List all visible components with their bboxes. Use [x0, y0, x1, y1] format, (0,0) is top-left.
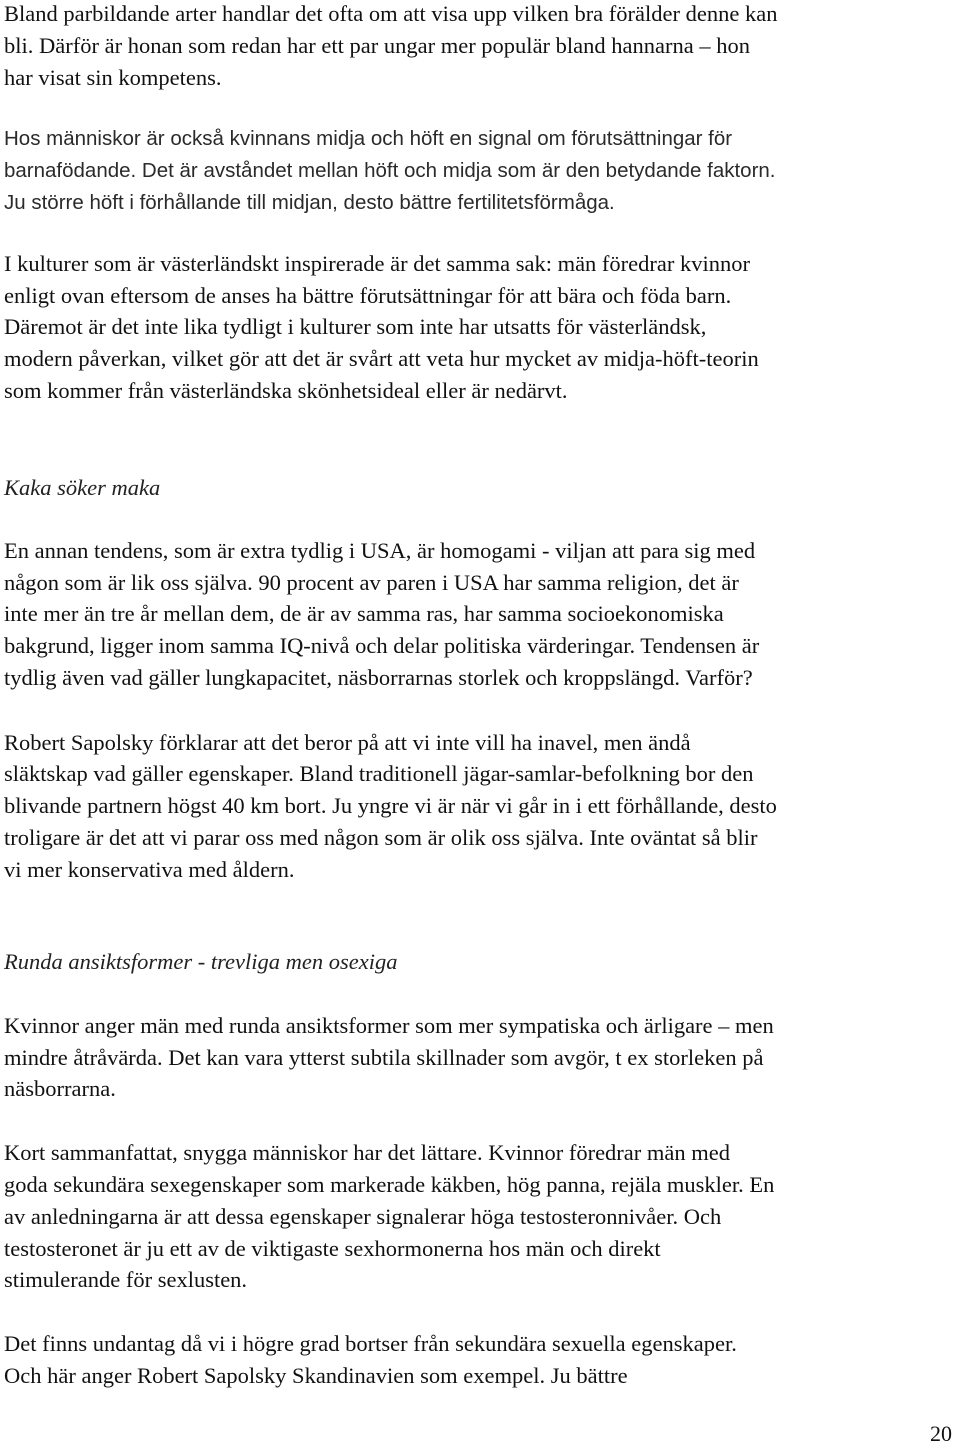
- paragraph-7-line-5: stimulerande för sexlusten.: [4, 1267, 248, 1292]
- paragraph-3-line-5: som kommer från västerländska skönhetsideal eller är nedärvt.: [4, 378, 568, 403]
- paragraph-5-line-1: Robert Sapolsky förklarar att det beror på att vi inte vill ha inavel, men ändå: [4, 730, 691, 755]
- paragraph-6-line-2: mindre åtråvärda. Det kan vara ytterst subtila skillnader som avgör, t ex storleken på: [4, 1045, 764, 1070]
- paragraph-7-line-4: testosteronet är ju ett av de viktigaste sexhormonerna hos män och direkt: [4, 1236, 661, 1261]
- paragraph-7-line-2: goda sekundära sexegenskaper som markerade käkben, hög panna, rejäla muskler. En: [4, 1172, 775, 1197]
- paragraph-4-line-1: En annan tendens, som är extra tydlig i USA, är homogami - viljan att para sig med: [4, 538, 756, 563]
- paragraph-3-line-1: I kulturer som är västerländskt inspirerade är det samma sak: män föredrar kvinnor: [4, 251, 750, 276]
- paragraph-1-line-1: Bland parbildande arter handlar det ofta om att visa upp vilken bra förälder denne kan: [4, 1, 778, 26]
- paragraph-8-line-1: Det finns undantag då vi i högre grad bortser från sekundära sexuella egenskaper.: [4, 1331, 737, 1356]
- paragraph-6-line-3: näsborrarna.: [4, 1076, 116, 1101]
- paragraph-1-line-2: bli. Därför är honan som redan har ett par ungar mer populär bland hannarna – hon: [4, 33, 750, 58]
- paragraph-2-line-1: Hos människor är också kvinnans midja och höft en signal om förutsättningar för: [4, 127, 733, 150]
- section-heading-kaka-soker-maka: Kaka söker maka: [4, 475, 161, 500]
- paragraph-7-line-3: av anledningarna är att dessa egenskaper signalerar höga testosteronnivåer. Och: [4, 1204, 722, 1229]
- paragraph-4-line-3: inte mer än tre år mellan dem, de är av samma ras, har samma socioekonomiska: [4, 601, 724, 626]
- paragraph-4-line-5: tydlig även vad gäller lungkapacitet, näsborrarnas storlek och kroppslängd. Varför?: [4, 665, 753, 690]
- paragraph-5-line-4: troligare är det att vi parar oss med någon som är olik oss själva. Inte oväntat så blir: [4, 825, 758, 850]
- paragraph-2-line-2: barnafödande. Det är avståndet mellan höft och midja som är den betydande faktorn.: [4, 159, 776, 182]
- paragraph-1-line-3: har visat sin kompetens.: [4, 65, 222, 90]
- paragraph-5-line-5: vi mer konservativa med åldern.: [4, 857, 295, 882]
- paragraph-3-line-2: enligt ovan eftersom de anses ha bättre förutsättningar för att bära och föda barn.: [4, 283, 732, 308]
- page-number: 20: [930, 1421, 952, 1446]
- paragraph-3-line-4: modern påverkan, vilket gör att det är svårt att veta hur mycket av midja-höft-teorin: [4, 346, 759, 371]
- paragraph-5-line-3: blivande partnern högst 40 km bort. Ju yngre vi är när vi går in i ett förhållande, desto: [4, 793, 777, 818]
- paragraph-4-line-2: någon som är lik oss själva. 90 procent av paren i USA har samma religion, det är: [4, 570, 739, 595]
- paragraph-6-line-1: Kvinnor anger män med runda ansiktsformer som mer sympatiska och ärligare – men: [4, 1013, 774, 1038]
- paragraph-8-line-2: Och här anger Robert Sapolsky Skandinavien som exempel. Ju bättre: [4, 1363, 628, 1388]
- paragraph-3-line-3: Däremot är det inte lika tydligt i kulturer som inte har utsatts för västerländsk,: [4, 314, 707, 339]
- section-heading-runda-ansiktsformer: Runda ansiktsformer - trevliga men osexiga: [4, 949, 398, 974]
- paragraph-4-line-4: bakgrund, ligger inom samma IQ-nivå och delar politiska värderingar. Tendensen är: [4, 633, 760, 658]
- paragraph-7-line-1: Kort sammanfattat, snygga människor har det lättare. Kvinnor föredrar män med: [4, 1140, 731, 1165]
- paragraph-2-line-3: Ju större höft i förhållande till midjan, desto bättre fertilitetsförmåga.: [4, 191, 615, 214]
- paragraph-5-line-2: släktskap vad gäller egenskaper. Bland traditionell jägar-samlar-befolkning bor den: [4, 761, 754, 786]
